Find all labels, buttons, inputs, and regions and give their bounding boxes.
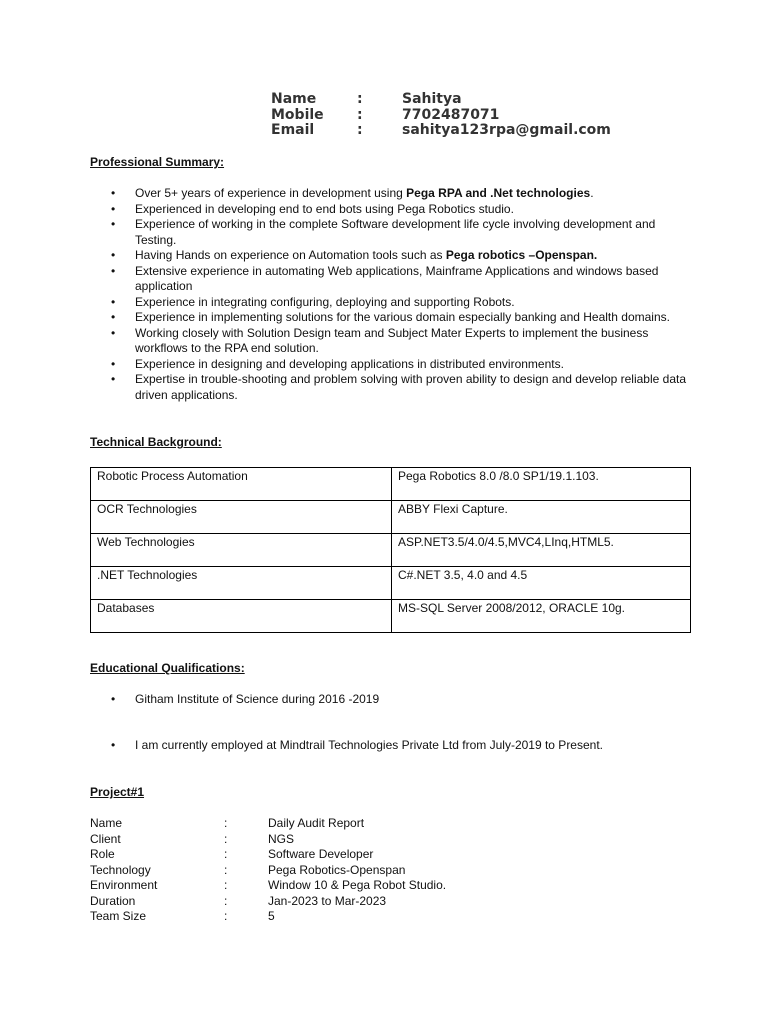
table-row xyxy=(91,501,691,534)
separator: : xyxy=(357,122,363,138)
separator: : xyxy=(224,847,228,861)
mobile-value: 7702487071 xyxy=(402,106,500,123)
summary-text: Extensive experience in automating Web applications, Mainframe Applications and windows based application xyxy=(135,263,659,293)
email-value: sahitya123rpa@gmail.com xyxy=(402,122,611,138)
table-cell-value: ABBY Flexi Capture. xyxy=(392,501,691,534)
table-row xyxy=(91,567,691,600)
table-cell-area: Web Technologies xyxy=(91,534,392,567)
project-value: NGS xyxy=(268,831,295,846)
education-item xyxy=(111,692,691,708)
bullet-icon: • xyxy=(111,325,116,340)
table-cell-area: Robotic Process Automation xyxy=(91,468,392,501)
project-row xyxy=(90,863,446,879)
project-value: Pega Robotics-Openspan xyxy=(268,862,406,877)
separator: : xyxy=(357,106,363,123)
name-value: Sahitya xyxy=(402,91,462,107)
summary-bold-text: Pega robotics –Openspan. xyxy=(445,248,598,262)
summary-item xyxy=(111,295,691,311)
bullet-icon: • xyxy=(111,738,116,752)
table-cell-area: Databases xyxy=(91,600,392,633)
summary-text: Experience in designing and developing applications in distributed environments. xyxy=(135,356,564,371)
separator: : xyxy=(224,878,228,892)
technical-background-heading: Technical Background: xyxy=(90,435,222,449)
bullet-icon: • xyxy=(111,356,116,371)
project-value: Jan-2023 to Mar-2023 xyxy=(268,893,387,908)
project-details xyxy=(90,816,446,925)
bullet-icon: • xyxy=(111,692,116,706)
bullet-icon: • xyxy=(111,217,116,231)
employment-item xyxy=(111,738,691,754)
email-label: Email xyxy=(271,122,315,138)
project-heading: Project#1 xyxy=(90,785,145,799)
table-cell-value: Pega Robotics 8.0 /8.0 SP1/19.1.103. xyxy=(392,468,691,501)
professional-summary-heading: Professional Summary: xyxy=(90,155,225,169)
project-label: Team Size xyxy=(90,909,147,923)
table-cell-area: .NET Technologies xyxy=(91,567,392,600)
employment-text: I am currently employed at Mindtrail Technologies Private Ltd from July-2019 to Present. xyxy=(135,738,603,752)
project-row xyxy=(90,832,446,848)
summary-item xyxy=(111,248,691,264)
contact-mobile-row xyxy=(271,108,611,124)
bullet-icon: • xyxy=(111,186,116,200)
project-label: Role xyxy=(90,847,115,861)
project-row xyxy=(90,816,446,832)
summary-text: Experience in integrating configuring, deploying and supporting Robots. xyxy=(135,294,515,309)
summary-bold-text: Pega RPA and .Net technologies xyxy=(406,186,591,200)
project-label: Environment xyxy=(90,878,158,892)
separator: : xyxy=(224,909,228,923)
employment-list xyxy=(111,738,691,754)
summary-text: Over 5+ years of experience in development using xyxy=(135,186,407,200)
table-row xyxy=(91,468,691,501)
bullet-icon: • xyxy=(111,294,116,309)
bullet-icon: • xyxy=(111,372,116,386)
summary-item xyxy=(111,264,691,295)
name-label: Name xyxy=(271,91,317,107)
summary-item xyxy=(111,357,691,373)
table-cell-value: C#.NET 3.5, 4.0 and 4.5 xyxy=(392,567,691,600)
contact-block xyxy=(271,92,611,139)
project-label: Client xyxy=(90,831,121,846)
education-text: Githam Institute of Science during 2016 -2019 xyxy=(135,692,380,706)
summary-item xyxy=(111,326,691,357)
table-row xyxy=(91,534,691,567)
separator: : xyxy=(224,816,228,830)
summary-item xyxy=(111,372,691,403)
project-row xyxy=(90,847,446,863)
bullet-icon: • xyxy=(111,201,116,216)
summary-item xyxy=(111,310,691,326)
summary-item xyxy=(111,202,691,218)
project-label: Technology xyxy=(90,862,151,877)
summary-text: Experienced in developing end to end bots using Pega Robotics studio. xyxy=(135,201,514,216)
project-value: 5 xyxy=(268,909,275,923)
project-label: Name xyxy=(90,816,123,830)
education-list xyxy=(111,692,691,708)
summary-text: Having Hands on experience on Automation tools such as xyxy=(135,248,446,262)
separator: : xyxy=(224,831,228,846)
project-value: Software Developer xyxy=(268,847,374,861)
summary-text: Experience in implementing solutions for the various domain especially banking and Health domains. xyxy=(135,310,670,324)
summary-text-end: . xyxy=(590,186,594,200)
bullet-icon: • xyxy=(111,248,116,262)
project-value: Daily Audit Report xyxy=(268,816,365,830)
separator: : xyxy=(224,893,228,908)
educational-qualifications-heading: Educational Qualifications: xyxy=(90,661,245,675)
summary-item xyxy=(111,186,691,202)
bullet-icon: • xyxy=(111,263,116,278)
project-label: Duration xyxy=(90,893,136,908)
table-row xyxy=(91,600,691,633)
summary-text: Working closely with Solution Design team and Subject Mater Experts to implement the business workflows to the RPA end solution. xyxy=(135,325,649,355)
separator: : xyxy=(357,91,363,107)
table-cell-area: OCR Technologies xyxy=(91,501,392,534)
contact-email-row xyxy=(271,123,611,139)
project-row xyxy=(90,878,446,894)
project-value: Window 10 & Pega Robot Studio. xyxy=(268,878,447,892)
summary-text: Experience of working in the complete Software development life cycle involving development and Testing. xyxy=(135,217,656,247)
project-row xyxy=(90,894,446,910)
summary-item xyxy=(111,217,691,248)
contact-name-row xyxy=(271,92,611,108)
summary-list xyxy=(111,186,691,403)
mobile-label: Mobile xyxy=(271,106,324,123)
separator: : xyxy=(224,862,228,877)
summary-text: Expertise in trouble-shooting and problem solving with proven ability to design and develop reliable data driven applications. xyxy=(135,372,687,402)
table-cell-value: ASP.NET3.5/4.0/4.5,MVC4,LInq,HTML5. xyxy=(392,534,691,567)
project-row xyxy=(90,909,446,925)
table-cell-value: MS-SQL Server 2008/2012, ORACLE 10g. xyxy=(392,600,691,633)
technical-table xyxy=(90,467,691,633)
bullet-icon: • xyxy=(111,310,116,324)
